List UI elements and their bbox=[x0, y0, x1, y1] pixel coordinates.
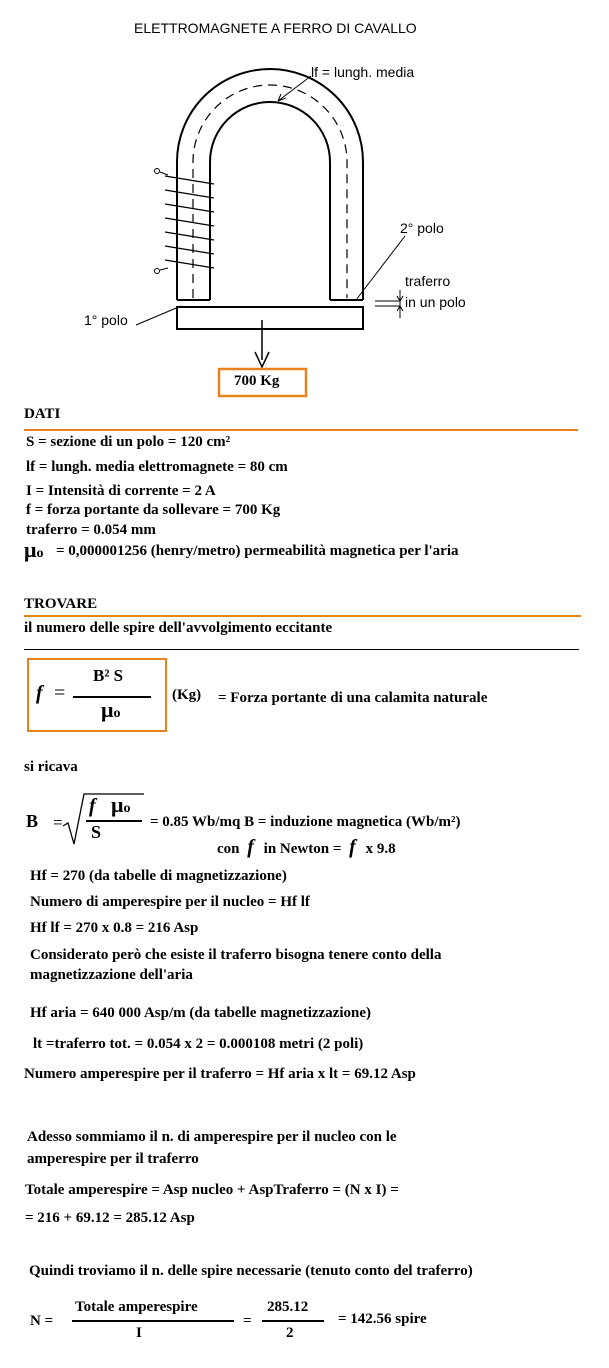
pole-1-label: 1° polo bbox=[84, 312, 128, 328]
n-fraction-line-1 bbox=[72, 1320, 234, 1322]
formula-eq: = bbox=[54, 682, 66, 704]
dati-line-6: = 0,000001256 (henry/metro) permeabilità magnetica per l'aria bbox=[56, 543, 459, 559]
mean-length-label: lf = lungh. media bbox=[311, 64, 415, 80]
dati-line-1: S = sezione di un polo = 120 cm² bbox=[26, 434, 231, 450]
b-lhs: B bbox=[26, 811, 39, 831]
mean-length-dashed-path bbox=[193, 85, 347, 298]
page-title: ELETTROMAGNETE A FERRO DI CAVALLO bbox=[134, 20, 417, 36]
solution-line-9: Totale amperespire = Asp nucleo + AspTraferro = (N x I) = bbox=[25, 1182, 399, 1198]
formula-unit: (Kg) bbox=[172, 687, 202, 703]
pole-2-label: 2° polo bbox=[400, 220, 444, 236]
dati-line-3: I = Intensità di corrente = 2 A bbox=[26, 483, 216, 499]
n-eq: = bbox=[243, 1313, 252, 1329]
solution-line-11: Quindi troviamo il n. delle spire necessarie (tenuto conto del traferro) bbox=[29, 1263, 473, 1279]
solution-line-3: Hf lf = 270 x 0.8 = 216 Asp bbox=[30, 920, 199, 936]
si-ricava-label: si ricava bbox=[24, 759, 78, 775]
coil-windings bbox=[165, 176, 214, 268]
con-line: con f in Newton = f x 9.8 bbox=[217, 836, 396, 858]
b-denominator: S bbox=[91, 822, 102, 842]
b-numerator-mu: μo bbox=[111, 792, 131, 817]
solution-line-10: = 216 + 69.12 = 285.12 Asp bbox=[25, 1210, 195, 1226]
dati-heading: DATI bbox=[24, 406, 61, 422]
load-label: 700 Kg bbox=[234, 373, 280, 389]
trovare-underline bbox=[24, 615, 581, 617]
b-result: = 0.85 Wb/mq B = induzione magnetica (Wb/m²) bbox=[150, 814, 461, 830]
solution-line-7: Numero amperespire per il traferro = Hf aria x lt = 69.12 Asp bbox=[24, 1066, 416, 1082]
solution-line-4b: magnetizzazione dell'aria bbox=[30, 967, 193, 983]
formula-lhs: f bbox=[36, 682, 43, 704]
solution-line-5: Hf aria = 640 000 Asp/m (da tabelle magnetizzazione) bbox=[30, 1005, 372, 1021]
dati-mu-symbol: μo bbox=[24, 537, 44, 562]
solution-line-4a: Considerato però che esiste il traferro bisogna tenere conto della bbox=[30, 947, 442, 963]
trovare-line-1: il numero delle spire dell'avvolgimento eccitante bbox=[24, 620, 333, 636]
coil-terminal-top bbox=[155, 169, 160, 174]
n-result: = 142.56 spire bbox=[338, 1311, 427, 1327]
solution-line-1: Hf = 270 (da tabelle di magnetizzazione) bbox=[30, 868, 287, 884]
b-numerator-f: f bbox=[89, 795, 96, 817]
dati-line-4: f = forza portante da sollevare = 700 Kg bbox=[26, 502, 281, 518]
solution-line-8b: amperespire per il traferro bbox=[27, 1151, 199, 1167]
trovare-heading: TROVARE bbox=[24, 596, 98, 612]
dati-line-5: traferro = 0.054 mm bbox=[26, 522, 156, 538]
n-denominator: I bbox=[136, 1325, 142, 1341]
n-fraction-line-2 bbox=[262, 1320, 324, 1322]
n-lhs: N = bbox=[30, 1313, 54, 1329]
horseshoe-inner-outline bbox=[210, 102, 330, 300]
solution-line-6: lt =traferro tot. = 0.054 x 2 = 0.000108 metri (2 poli) bbox=[33, 1036, 364, 1052]
gap-label-line1: traferro bbox=[405, 273, 451, 289]
b-eq: = bbox=[53, 813, 63, 832]
armature-bar bbox=[177, 307, 363, 329]
section-divider bbox=[24, 649, 579, 650]
dati-underline bbox=[24, 429, 578, 431]
dati-line-2: lf = lungh. media elettromagnete = 80 cm bbox=[26, 459, 288, 475]
horseshoe-outer-outline bbox=[177, 69, 363, 300]
n-numerator-2: 285.12 bbox=[267, 1299, 309, 1315]
formula-description: = Forza portante di una calamita naturale bbox=[218, 690, 488, 706]
n-denominator-2: 2 bbox=[286, 1325, 294, 1341]
formula-numerator: B² S bbox=[93, 666, 124, 685]
horseshoe-electromagnet-diagram bbox=[0, 0, 609, 400]
formula-denominator: μo bbox=[101, 697, 121, 722]
coil-terminal-bottom bbox=[155, 269, 160, 274]
gap-label-line2: in un polo bbox=[405, 294, 466, 310]
n-numerator: Totale amperespire bbox=[75, 1299, 198, 1315]
solution-line-8a: Adesso sommiamo il n. di amperespire per il nucleo con le bbox=[27, 1129, 397, 1145]
solution-line-2: Numero di amperespire per il nucleo = Hf lf bbox=[30, 894, 310, 910]
